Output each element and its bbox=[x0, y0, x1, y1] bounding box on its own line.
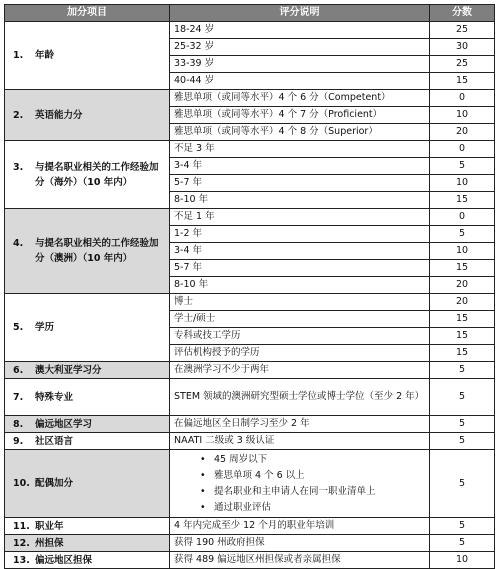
points-table bbox=[4, 4, 495, 569]
table-row bbox=[5, 90, 495, 107]
score-cell: 10 bbox=[430, 552, 495, 569]
description-cell: 3-4 年 bbox=[170, 158, 430, 175]
category-number: 6. bbox=[13, 364, 24, 376]
description-cell: 40-44 岁 bbox=[170, 73, 430, 90]
score-cell: 15 bbox=[430, 192, 495, 209]
category-number: 5. bbox=[13, 322, 24, 333]
header-row bbox=[5, 5, 495, 22]
description-cell: STEM 领域的澳洲研究型硕士学位或博士学位（至少 2 年） bbox=[170, 379, 430, 416]
category-cell bbox=[5, 362, 170, 379]
category-cell bbox=[5, 416, 170, 433]
category-number: 4. bbox=[13, 238, 24, 249]
category-number: 11. bbox=[13, 520, 30, 532]
category-label: 配偶加分 bbox=[35, 478, 74, 489]
description-cell: 25-32 岁 bbox=[170, 39, 430, 56]
score-cell: 15 bbox=[430, 311, 495, 328]
description-cell: 不足 1 年 bbox=[170, 209, 430, 226]
description-cell: 1-2 年 bbox=[170, 226, 430, 243]
description-cell: 8-10 年 bbox=[170, 192, 430, 209]
score-cell: 20 bbox=[430, 124, 495, 141]
table-row bbox=[5, 450, 495, 518]
table-row bbox=[5, 433, 495, 450]
score-cell: 30 bbox=[430, 39, 495, 56]
score-cell: 15 bbox=[430, 345, 495, 362]
bullet-item: • 通过职业评估 bbox=[214, 500, 425, 516]
category-cell bbox=[5, 209, 170, 294]
category-label: 与提名职业相关的工作经验加分（澳洲）（10 年内） bbox=[35, 238, 159, 264]
category-label: 学历 bbox=[35, 322, 55, 333]
category-number: 10. bbox=[13, 478, 30, 489]
description-cell: 获得 190 州政府担保 bbox=[170, 535, 430, 552]
bullet-item: • 提名职业和主申请人在同一职业清单上 bbox=[214, 484, 425, 500]
category-number: 13. bbox=[13, 554, 30, 566]
description-cell: 专科或技工学历 bbox=[170, 328, 430, 345]
score-cell: 5 bbox=[430, 226, 495, 243]
table-body bbox=[5, 22, 495, 569]
score-cell: 25 bbox=[430, 56, 495, 73]
score-cell: 5 bbox=[430, 158, 495, 175]
description-cell: 5-7 年 bbox=[170, 260, 430, 277]
category-cell bbox=[5, 433, 170, 450]
header-description: 评分说明 bbox=[170, 5, 430, 22]
score-cell: 10 bbox=[430, 107, 495, 124]
table-row bbox=[5, 518, 495, 535]
bullet-list bbox=[174, 452, 425, 516]
category-number: 8. bbox=[13, 418, 24, 430]
category-number: 2. bbox=[13, 109, 24, 121]
description-cell: 18-24 岁 bbox=[170, 22, 430, 39]
score-cell: 0 bbox=[430, 90, 495, 107]
category-label: 偏远地区担保 bbox=[35, 554, 93, 566]
score-cell: 15 bbox=[430, 260, 495, 277]
score-cell: 0 bbox=[430, 141, 495, 158]
table-row bbox=[5, 552, 495, 569]
table-row bbox=[5, 22, 495, 39]
description-cell: 在偏远地区全日制学习至少 2 年 bbox=[170, 416, 430, 433]
table-row bbox=[5, 141, 495, 158]
category-cell bbox=[5, 552, 170, 569]
description-cell: 33-39 岁 bbox=[170, 56, 430, 73]
description-cell: 在澳洲学习不少于两年 bbox=[170, 362, 430, 379]
score-cell: 10 bbox=[430, 243, 495, 260]
score-cell: 5 bbox=[430, 362, 495, 379]
score-cell: 20 bbox=[430, 294, 495, 311]
description-cell: 学士/硕士 bbox=[170, 311, 430, 328]
category-cell bbox=[5, 379, 170, 416]
score-cell: 20 bbox=[430, 277, 495, 294]
table-row bbox=[5, 209, 495, 226]
category-cell bbox=[5, 141, 170, 209]
category-number: 12. bbox=[13, 537, 30, 549]
score-cell: 5 bbox=[430, 379, 495, 416]
category-number: 3. bbox=[13, 161, 24, 173]
description-cell: 雅思单项（或同等水平）4 个 8 分（Superior） bbox=[170, 124, 430, 141]
table-row bbox=[5, 362, 495, 379]
description-cell: NAATI 二级或 3 级认证 bbox=[170, 433, 430, 450]
description-cell: 4 年内完成至少 12 个月的职业年培训 bbox=[170, 518, 430, 535]
category-label: 职业年 bbox=[35, 520, 64, 532]
category-cell bbox=[5, 518, 170, 535]
table-row bbox=[5, 416, 495, 433]
description-cell: 博士 bbox=[170, 294, 430, 311]
score-cell: 15 bbox=[430, 328, 495, 345]
description-cell: 3-4 年 bbox=[170, 243, 430, 260]
category-cell bbox=[5, 22, 170, 90]
bullet-item: • 45 周岁以下 bbox=[214, 452, 425, 468]
category-cell bbox=[5, 294, 170, 362]
description-cell: 获得 489 偏远地区州担保或者亲属担保 bbox=[170, 552, 430, 569]
table-row bbox=[5, 535, 495, 552]
category-number: 7. bbox=[13, 391, 24, 403]
category-label: 年龄 bbox=[35, 50, 55, 61]
category-label: 州担保 bbox=[35, 537, 64, 549]
score-cell: 5 bbox=[430, 535, 495, 552]
category-cell bbox=[5, 450, 170, 518]
score-cell: 15 bbox=[430, 73, 495, 90]
description-cell: 雅思单项（或同等水平）4 个 6 分（Competent） bbox=[170, 90, 430, 107]
description-cell: 雅思单项（或同等水平）4 个 7 分（Proficient） bbox=[170, 107, 430, 124]
score-cell: 25 bbox=[430, 22, 495, 39]
header-score: 分数 bbox=[430, 5, 495, 22]
description-cell: 8-10 年 bbox=[170, 277, 430, 294]
bullet-item: • 雅思单项 4 个 6 以上 bbox=[214, 468, 425, 484]
score-cell: 0 bbox=[430, 209, 495, 226]
category-number: 9. bbox=[13, 435, 24, 447]
score-cell: 5 bbox=[430, 518, 495, 535]
score-cell: 5 bbox=[430, 416, 495, 433]
score-cell: 10 bbox=[430, 175, 495, 192]
category-label: 特殊专业 bbox=[35, 391, 74, 403]
category-label: 偏远地区学习 bbox=[35, 418, 93, 430]
table-row bbox=[5, 294, 495, 311]
category-cell bbox=[5, 535, 170, 552]
category-label: 社区语言 bbox=[35, 435, 74, 447]
table-row bbox=[5, 379, 495, 416]
category-cell bbox=[5, 90, 170, 141]
category-label: 英语能力分 bbox=[35, 109, 83, 121]
category-label: 澳大利亚学习分 bbox=[35, 364, 102, 376]
score-cell: 5 bbox=[430, 433, 495, 450]
description-cell: 不足 3 年 bbox=[170, 141, 430, 158]
description-cell: 评估机构授予的学历 bbox=[170, 345, 430, 362]
description-cell: 5-7 年 bbox=[170, 175, 430, 192]
description-cell bbox=[170, 450, 430, 518]
category-label: 与提名职业相关的工作经验加分（海外）（10 年内） bbox=[35, 161, 159, 188]
header-item: 加分项目 bbox=[5, 5, 170, 22]
score-cell: 5 bbox=[430, 450, 495, 518]
category-number: 1. bbox=[13, 50, 24, 61]
